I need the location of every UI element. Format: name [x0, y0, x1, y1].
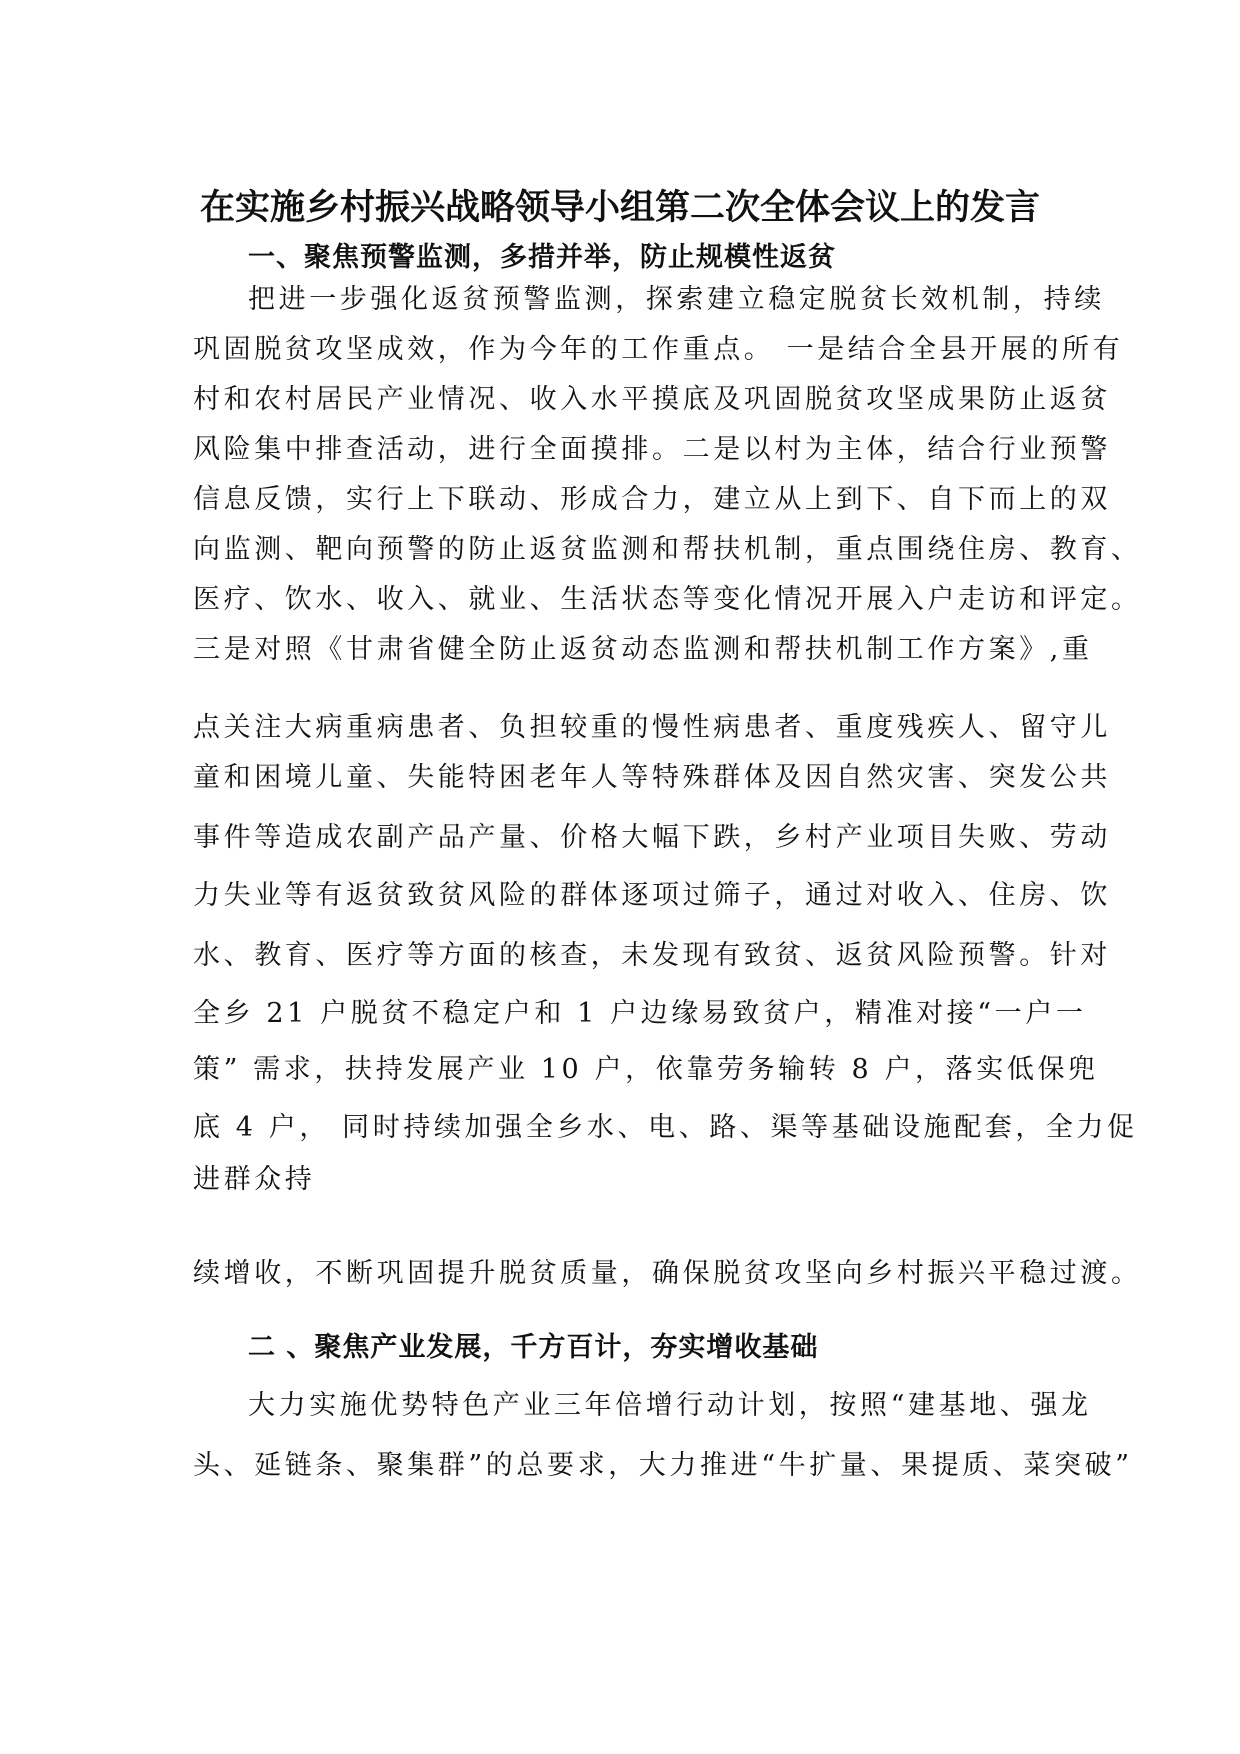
body-line: 头、延链条、聚集群”的总要求，大力推进“牛扩量、果提质、菜突破” — [193, 1450, 1133, 1481]
body-line: 底 4 户， 同时持续加强全乡水、电、路、渠等基础设施配套，全力促 — [193, 1112, 1138, 1143]
body-line: 水、教育、医疗等方面的核查，未发现有致贫、返贫风险预警。针对 — [193, 940, 1111, 971]
body-line: 巩固脱贫攻坚成效，作为今年的工作重点。 一是结合全县开展的所有 — [193, 334, 1124, 365]
body-line: 进群众持 — [193, 1164, 316, 1195]
body-line: 全乡 21 户脱贫不稳定户和 1 户边缘易致贫户，精准对接“一户一 — [193, 998, 1087, 1029]
body-line: 童和困境儿童、失能特困老年人等特殊群体及因自然灾害、突发公共 — [193, 762, 1111, 793]
section-2-heading: 二 、聚焦产业发展，千方百计，夯实增收基础 — [248, 1332, 819, 1363]
body-line: 事件等造成农副产品产量、价格大幅下跌，乡村产业项目失败、劳动 — [193, 822, 1111, 853]
body-line: 力失业等有返贫致贫风险的群体逐项过筛子，通过对收入、住房、饮 — [193, 880, 1111, 911]
body-line: 风险集中排查活动，进行全面摸排。二是以村为主体，结合行业预警 — [193, 434, 1111, 465]
body-line: 点关注大病重病患者、负担较重的慢性病患者、重度残疾人、留守儿 — [193, 712, 1111, 743]
body-line: 把进一步强化返贫预警监测，探索建立稳定脱贫长效机制，持续 — [248, 284, 1105, 315]
section-1-heading: 一、聚焦预警监测，多措并举，防止规模性返贫 — [248, 242, 836, 273]
body-line: 信息反馈，实行上下联动、形成合力，建立从上到下、自下而上的双 — [193, 484, 1111, 515]
body-line: 村和农村居民产业情况、收入水平摸底及巩固脱贫攻坚成果防止返贫 — [193, 384, 1111, 415]
body-line: 医疗、饮水、收入、就业、生活状态等变化情况开展入户走访和评定。 — [193, 584, 1142, 615]
document-title: 在实施乡村振兴战略领导小组第二次全体会议上的发言 — [199, 188, 1040, 228]
body-line: 向监测、靶向预警的防止返贫监测和帮扶机制，重点围绕住房、教育、 — [193, 534, 1142, 565]
body-line: 续增收，不断巩固提升脱贫质量，确保脱贫攻坚向乡村振兴平稳过渡。 — [193, 1258, 1142, 1289]
body-line: 三是对照《甘肃省健全防止返贫动态监测和帮扶机制工作方案》,重 — [193, 634, 1093, 665]
body-line: 策” 需求，扶持发展产业 10 户，依靠劳务输转 8 户，落实低保兜 — [193, 1054, 1099, 1085]
body-line: 大力实施优势特色产业三年倍增行动计划，按照“建基地、强龙 — [248, 1390, 1092, 1421]
